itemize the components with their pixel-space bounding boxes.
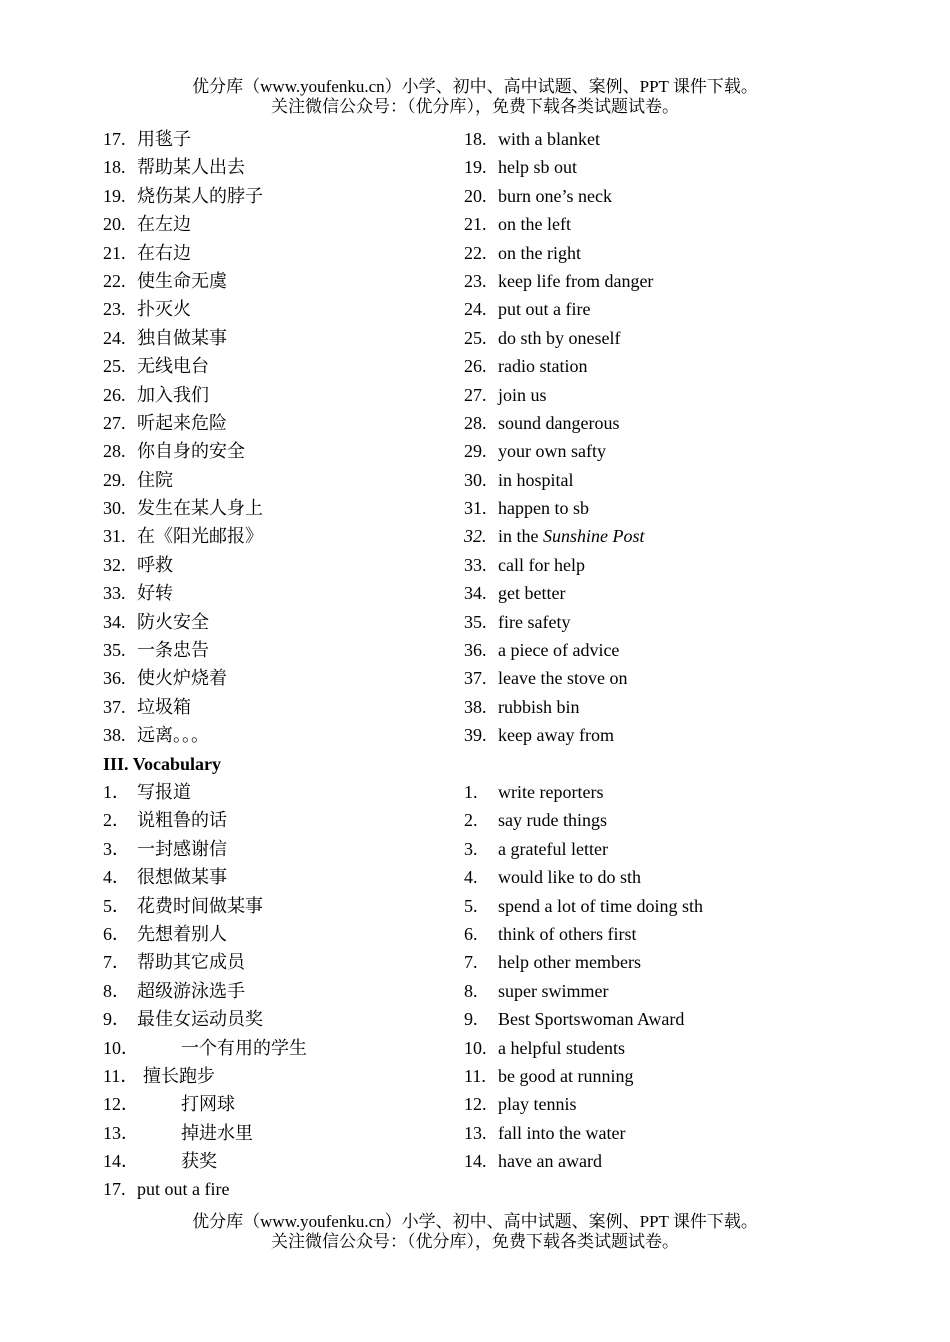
vocab-row	[0, 920, 950, 948]
chinese-phrase	[103, 721, 209, 749]
item-number: 17.	[103, 129, 126, 149]
chinese-phrase	[103, 1062, 215, 1090]
item-number: 31.	[103, 526, 126, 547]
english-text: your own safty	[498, 441, 606, 462]
chinese-phrase	[103, 1147, 217, 1175]
chinese-text: 独自做某事	[137, 327, 227, 348]
vocab-row	[0, 977, 950, 1005]
phrase-row	[0, 437, 950, 465]
english-phrase	[464, 664, 628, 692]
chinese-text: 一个有用的学生	[181, 1037, 307, 1058]
item-number: 6.	[464, 923, 478, 944]
chinese-phrase	[103, 778, 191, 806]
chinese-phrase	[103, 892, 263, 920]
chinese-phrase	[103, 948, 245, 976]
chinese-text: 一条忠告	[137, 640, 209, 661]
phrase-row	[0, 210, 950, 238]
english-phrase	[464, 579, 566, 607]
item-number: 30.	[103, 498, 126, 519]
chinese-phrase	[103, 494, 263, 522]
phrase-row	[0, 125, 950, 153]
item-number: 8.	[464, 980, 478, 1001]
header-line-2: 关注微信公众号：（优分库），免费下载各类试题试卷。	[271, 97, 679, 116]
vocab-row	[0, 1062, 950, 1090]
vocab-row	[0, 1090, 950, 1118]
item-number: 28.	[464, 412, 487, 433]
english-phrase	[464, 892, 703, 920]
english-phrase	[464, 835, 608, 863]
chinese-text: 呼救	[137, 554, 173, 575]
item-number: 20.	[103, 214, 126, 235]
item-number: 21.	[103, 242, 126, 263]
english-phrase	[464, 466, 574, 494]
chinese-text: 超级游泳选手	[137, 980, 245, 1001]
phrase-row	[0, 693, 950, 721]
english-text: help other members	[498, 952, 641, 973]
item-number: 2.	[464, 810, 478, 831]
english-text: a piece of advice	[498, 640, 620, 661]
english-phrase	[464, 210, 571, 238]
english-text: fall into the water	[498, 1122, 626, 1143]
chinese-text: 写报道	[137, 781, 191, 802]
vocab-row	[0, 1147, 950, 1175]
english-text: fire safety	[498, 611, 571, 632]
chinese-text: 说粗鲁的话	[137, 810, 227, 831]
item-number: 7.	[464, 952, 478, 973]
phrase-list	[0, 125, 950, 1204]
item-number: 4．	[103, 867, 130, 888]
item-number: 38.	[103, 725, 126, 746]
item-number: 25.	[103, 356, 126, 377]
phrase-row	[0, 381, 950, 409]
footer-line-1: 优分库（www.youfenku.cn）小学、初中、高中试题、案例、PPT 课件下载。	[192, 1212, 758, 1231]
english-phrase	[464, 1062, 634, 1090]
item-number: 23.	[103, 299, 126, 320]
phrase-row	[0, 636, 950, 664]
item-number: 10.	[464, 1037, 487, 1058]
chinese-phrase	[103, 437, 245, 465]
vocab-row	[0, 892, 950, 920]
chinese-phrase	[103, 551, 173, 579]
phrase-row	[0, 551, 950, 579]
chinese-text: 使火炉烧着	[137, 668, 227, 689]
chinese-phrase	[103, 636, 209, 664]
vocab-heading-row	[0, 750, 950, 778]
english-phrase	[464, 636, 620, 664]
item-number: 18.	[103, 157, 126, 178]
english-text: happen to sb	[498, 498, 589, 519]
item-number: 25.	[464, 327, 487, 348]
english-text: play tennis	[498, 1094, 577, 1115]
item-number: 39.	[464, 725, 487, 746]
item-number: 9．	[103, 1009, 130, 1030]
item-number: 33.	[103, 583, 126, 604]
trailing-phrase	[103, 1175, 230, 1203]
item-number: 35.	[103, 640, 126, 661]
english-phrase	[464, 125, 600, 153]
phrase-row	[0, 579, 950, 607]
chinese-text: 打网球	[181, 1094, 235, 1115]
item-number: 22.	[103, 270, 126, 291]
chinese-text: 帮助某人出去	[137, 157, 245, 178]
chinese-phrase	[103, 125, 191, 153]
english-text: Best Sportswoman Award	[498, 1009, 685, 1030]
english-phrase	[464, 324, 621, 352]
vocab-row	[0, 806, 950, 834]
page-footer	[0, 1212, 950, 1252]
chinese-text: 在右边	[137, 242, 191, 263]
item-number: 33.	[464, 554, 487, 575]
item-number: 32.	[103, 554, 126, 575]
chinese-phrase	[103, 182, 263, 210]
item-number: 26.	[103, 384, 126, 405]
item-number: 20.	[464, 185, 487, 206]
chinese-phrase	[103, 210, 191, 238]
chinese-phrase	[103, 863, 227, 891]
vocab-row	[0, 1119, 950, 1147]
english-phrase	[464, 1090, 577, 1118]
header-line-1: 优分库（www.youfenku.cn）小学、初中、高中试题、案例、PPT 课件下载。	[192, 77, 758, 96]
chinese-phrase	[103, 239, 191, 267]
english-text: super swimmer	[498, 980, 609, 1001]
chinese-text: 用毯子	[137, 129, 191, 149]
english-text: keep away from	[498, 725, 614, 746]
item-number: 31.	[464, 498, 487, 519]
item-number: 24.	[464, 299, 487, 320]
english-text: sound dangerous	[498, 412, 620, 433]
trailing-row	[0, 1175, 950, 1203]
vocab-row	[0, 835, 950, 863]
chinese-phrase	[103, 381, 209, 409]
english-text: put out a fire	[498, 299, 591, 320]
english-phrase	[464, 1034, 625, 1062]
chinese-phrase	[103, 1034, 307, 1062]
chinese-phrase	[103, 835, 227, 863]
english-text: burn one’s neck	[498, 185, 612, 206]
english-text: keep life from danger	[498, 270, 654, 291]
english-phrase	[464, 1147, 602, 1175]
chinese-phrase	[103, 267, 227, 295]
vocab-row	[0, 863, 950, 891]
item-number: 34.	[103, 611, 126, 632]
item-number: 6．	[103, 923, 130, 944]
chinese-text: 擅长跑步	[143, 1065, 215, 1086]
english-phrase	[464, 522, 645, 550]
english-text: join us	[498, 384, 547, 405]
english-phrase	[464, 239, 581, 267]
item-number: 26.	[464, 356, 487, 377]
chinese-phrase	[103, 920, 227, 948]
english-text: a grateful letter	[498, 838, 608, 859]
english-phrase	[464, 806, 607, 834]
phrase-row	[0, 409, 950, 437]
chinese-phrase	[103, 579, 173, 607]
item-number: 21.	[464, 214, 487, 235]
item-number: 30.	[464, 469, 487, 490]
chinese-text: 一封感谢信	[137, 838, 227, 859]
chinese-text: 最佳女运动员奖	[137, 1009, 263, 1030]
item-number: 29.	[103, 469, 126, 490]
chinese-text: 你自身的安全	[137, 441, 245, 462]
item-number: 9.	[464, 1009, 478, 1030]
english-text: leave the stove on	[498, 668, 628, 689]
item-number: 7．	[103, 952, 130, 973]
item-number: 32.	[464, 526, 487, 547]
english-text: write reporters	[498, 781, 604, 802]
phrase-row	[0, 153, 950, 181]
chinese-text: 无线电台	[137, 356, 209, 377]
item-number: 2．	[103, 810, 130, 831]
english-phrase	[464, 182, 612, 210]
item-number: 1.	[464, 781, 478, 802]
chinese-text: 发生在某人身上	[137, 498, 263, 519]
item-number: 12．	[103, 1094, 139, 1115]
chinese-text: 获奖	[181, 1151, 217, 1172]
chinese-text: 烧伤某人的脖子	[137, 185, 263, 206]
item-number: 4.	[464, 867, 478, 888]
chinese-phrase	[103, 608, 209, 636]
english-text: call for help	[498, 554, 585, 575]
item-number: 1．	[103, 781, 130, 802]
item-number: 17.	[103, 1179, 126, 1200]
chinese-phrase	[103, 806, 227, 834]
english-text: on the right	[498, 242, 581, 263]
english-phrase	[464, 494, 589, 522]
chinese-phrase	[103, 153, 245, 181]
item-number: 28.	[103, 441, 126, 462]
chinese-text: 听起来危险	[137, 412, 227, 433]
english-phrase	[464, 693, 580, 721]
phrase-row	[0, 324, 950, 352]
chinese-phrase	[103, 1119, 253, 1147]
item-number: 29.	[464, 441, 487, 462]
english-text: think of others first	[498, 923, 637, 944]
english-phrase	[464, 1005, 685, 1033]
item-number: 8．	[103, 980, 130, 1001]
chinese-text: 帮助其它成员	[137, 952, 245, 973]
phrase-row	[0, 239, 950, 267]
chinese-text: 在《阳光邮报》	[137, 526, 263, 547]
item-number: 19.	[103, 185, 126, 206]
english-text: with a blanket	[498, 129, 600, 149]
vocab-row	[0, 1005, 950, 1033]
english-phrase	[464, 295, 591, 323]
chinese-phrase	[103, 352, 209, 380]
phrase-row	[0, 267, 950, 295]
english-text: radio station	[498, 356, 588, 377]
section-heading: III. Vocabulary	[103, 753, 222, 774]
chinese-text: 好转	[137, 583, 173, 604]
chinese-text: 垃圾箱	[137, 696, 191, 717]
english-phrase	[464, 977, 609, 1005]
english-phrase	[464, 551, 585, 579]
phrase-row	[0, 295, 950, 323]
phrase-row	[0, 182, 950, 210]
english-phrase	[464, 352, 588, 380]
english-text: have an award	[498, 1151, 602, 1172]
chinese-phrase	[103, 693, 191, 721]
english-text: in the Sunshine Post	[498, 526, 645, 547]
item-number: 14．	[103, 1151, 139, 1172]
chinese-phrase	[103, 295, 191, 323]
item-number: 19.	[464, 157, 487, 178]
phrase-row	[0, 466, 950, 494]
english-phrase	[464, 153, 577, 181]
item-number: 24.	[103, 327, 126, 348]
english-phrase	[464, 721, 614, 749]
chinese-text: 很想做某事	[137, 867, 227, 888]
english-text: put out a fire	[137, 1179, 230, 1200]
english-text: in hospital	[498, 469, 574, 490]
italic-title: Sunshine Post	[543, 526, 645, 547]
english-text: say rude things	[498, 810, 607, 831]
page-header	[0, 77, 950, 117]
phrase-row	[0, 494, 950, 522]
chinese-phrase	[103, 1090, 235, 1118]
item-number: 37.	[103, 696, 126, 717]
item-number: 27.	[464, 384, 487, 405]
chinese-phrase	[103, 466, 173, 494]
phrase-row	[0, 522, 950, 550]
item-number: 14.	[464, 1151, 487, 1172]
chinese-text: 先想着别人	[137, 923, 227, 944]
item-number: 36.	[103, 668, 126, 689]
english-text: do sth by oneself	[498, 327, 621, 348]
chinese-phrase	[103, 522, 263, 550]
english-text: be good at running	[498, 1065, 634, 1086]
item-number: 36.	[464, 640, 487, 661]
chinese-phrase	[103, 409, 227, 437]
item-number: 11.	[464, 1065, 486, 1086]
english-phrase	[464, 920, 637, 948]
english-text: help sb out	[498, 157, 577, 178]
item-number: 5．	[103, 895, 130, 916]
chinese-text: 远离。。。	[137, 725, 209, 746]
english-text: get better	[498, 583, 566, 604]
item-number: 23.	[464, 270, 487, 291]
english-phrase	[464, 437, 606, 465]
vocab-row	[0, 1034, 950, 1062]
footer-line-2: 关注微信公众号：（优分库），免费下载各类试题试卷。	[271, 1232, 679, 1251]
english-phrase	[464, 267, 654, 295]
english-phrase	[464, 778, 604, 806]
chinese-text: 防火安全	[137, 611, 209, 632]
item-number: 3．	[103, 838, 130, 859]
item-number: 34.	[464, 583, 487, 604]
phrase-row	[0, 721, 950, 749]
item-number: 5.	[464, 895, 478, 916]
english-phrase	[464, 409, 620, 437]
english-phrase	[464, 1119, 626, 1147]
english-text: on the left	[498, 214, 571, 235]
chinese-text: 花费时间做某事	[137, 895, 263, 916]
item-number: 38.	[464, 696, 487, 717]
chinese-text: 扑灭火	[137, 299, 191, 320]
item-number: 37.	[464, 668, 487, 689]
chinese-phrase	[103, 1005, 263, 1033]
item-number: 12.	[464, 1094, 487, 1115]
phrase-row	[0, 664, 950, 692]
english-phrase	[464, 381, 547, 409]
chinese-text: 使生命无虞	[137, 270, 227, 291]
english-text: would like to do sth	[498, 867, 641, 888]
phrase-row	[0, 352, 950, 380]
english-phrase	[464, 863, 641, 891]
item-number: 22.	[464, 242, 487, 263]
english-phrase	[464, 948, 641, 976]
chinese-text: 在左边	[137, 214, 191, 235]
item-number: 18.	[464, 129, 487, 149]
item-number: 13．	[103, 1122, 139, 1143]
english-text: a helpful students	[498, 1037, 625, 1058]
item-number: 3.	[464, 838, 478, 859]
item-number: 27.	[103, 412, 126, 433]
english-text: spend a lot of time doing sth	[498, 895, 703, 916]
item-number: 10．	[103, 1037, 139, 1058]
chinese-phrase	[103, 324, 227, 352]
chinese-phrase	[103, 977, 245, 1005]
item-number: 11．	[103, 1065, 139, 1086]
item-number: 35.	[464, 611, 487, 632]
english-text: rubbish bin	[498, 696, 580, 717]
english-phrase	[464, 608, 571, 636]
item-number: 13.	[464, 1122, 487, 1143]
vocab-row	[0, 778, 950, 806]
chinese-text: 住院	[137, 469, 173, 490]
chinese-text: 加入我们	[137, 384, 209, 405]
chinese-phrase	[103, 664, 227, 692]
vocab-row	[0, 948, 950, 976]
chinese-text: 掉进水里	[181, 1122, 253, 1143]
phrase-row	[0, 608, 950, 636]
